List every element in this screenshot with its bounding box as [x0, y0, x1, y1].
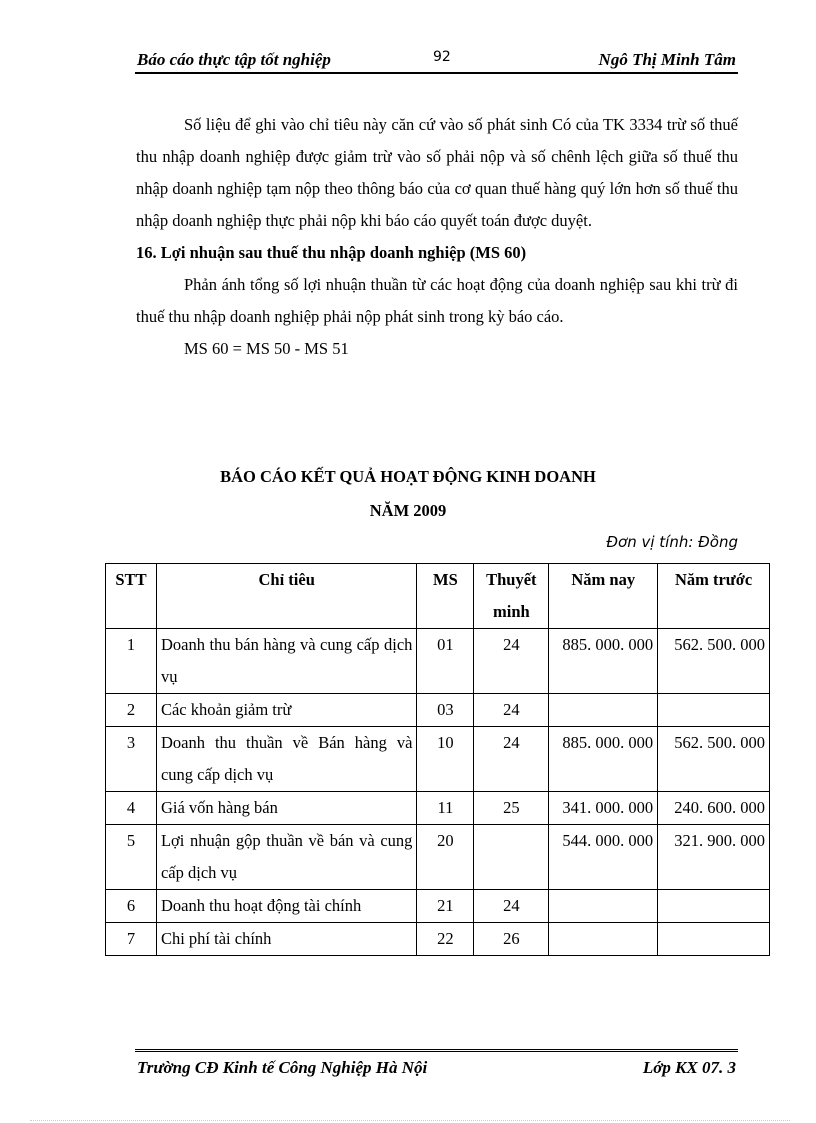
cell-stt: 6	[106, 890, 157, 923]
cell-nam-truoc: 562. 500. 000	[658, 727, 770, 792]
table-row	[106, 923, 770, 956]
cell-nam-nay	[549, 694, 658, 727]
cell-chi-tieu: Giá vốn hàng bán	[156, 792, 416, 825]
cell-ms: 22	[417, 923, 474, 956]
table-row	[106, 727, 770, 792]
cell-nam-truoc: 240. 600. 000	[658, 792, 770, 825]
col-header-stt: STT	[106, 564, 157, 629]
footer-school: Trường CĐ Kinh tế Công Nghiệp Hà Nội	[137, 1058, 428, 1077]
cell-ms: 03	[417, 694, 474, 727]
cell-nam-nay: 341. 000. 000	[549, 792, 658, 825]
cell-stt: 4	[106, 792, 157, 825]
cell-thuyet-minh: 25	[474, 792, 549, 825]
footer-class: Lớp KX 07. 3	[642, 1058, 736, 1077]
page-header	[135, 48, 738, 74]
header-report-title: Báo cáo thực tập tốt nghiệp	[137, 50, 331, 69]
cell-ms: 10	[417, 727, 474, 792]
section-heading-16: 16. Lợi nhuận sau thuế thu nhập doanh nghiệp (MS 60)	[136, 243, 527, 262]
currency-unit: Đơn vị tính: Đồng	[606, 533, 738, 551]
cell-nam-truoc: 562. 500. 000	[658, 629, 770, 694]
table-row	[106, 890, 770, 923]
paragraph-ms60-description: Phản ánh tổng số lợi nhuận thuần từ các hoạt động của doanh nghiệp sau khi trừ đi thuế thu nhập doanh nghiệp phải nộp phát sinh trong kỳ báo cáo.	[136, 275, 738, 326]
cell-nam-nay: 544. 000. 000	[549, 825, 658, 890]
cell-stt: 5	[106, 825, 157, 890]
col-header-ms: MS	[417, 564, 474, 629]
cell-stt: 7	[106, 923, 157, 956]
paragraph-ms51-source: Số liệu để ghi vào chỉ tiêu này căn cứ vào số phát sinh Có của TK 3334 trừ số thuế thu nhập doanh nghiệp được giảm trừ vào số phải nộp và số chênh lệch giữa số thuế thu nhập doanh nghiệp tạm nộp theo thông báo của cơ quan thuế hàng quý lớn hơn số thuế thu nhập doanh nghiệp thực phải nộp khi báo cáo quyết toán được duyệt.	[136, 115, 738, 230]
body-text	[136, 109, 738, 365]
cell-nam-truoc	[658, 923, 770, 956]
table-header-row	[106, 564, 770, 629]
cell-stt: 3	[106, 727, 157, 792]
col-header-nam-truoc: Năm trước	[658, 564, 770, 629]
report-year: NĂM 2009	[369, 501, 447, 520]
cell-chi-tieu: Doanh thu hoạt động tài chính	[156, 890, 416, 923]
cell-ms: 01	[417, 629, 474, 694]
cell-thuyet-minh: 24	[474, 694, 549, 727]
cell-thuyet-minh: 24	[474, 890, 549, 923]
cell-nam-nay	[549, 890, 658, 923]
cell-thuyet-minh: 24	[474, 629, 549, 694]
cell-nam-truoc	[658, 890, 770, 923]
cell-nam-nay: 885. 000. 000	[549, 629, 658, 694]
page-footer	[135, 1049, 738, 1077]
cell-ms: 21	[417, 890, 474, 923]
cell-nam-truoc	[658, 694, 770, 727]
table-row	[106, 825, 770, 890]
table-row	[106, 792, 770, 825]
cell-thuyet-minh: 26	[474, 923, 549, 956]
col-header-chi-tieu: Chỉ tiêu	[156, 564, 416, 629]
cell-ms: 20	[417, 825, 474, 890]
page-number: 92	[433, 49, 451, 65]
col-header-thuyet-minh: Thuyết minh	[474, 564, 549, 629]
cell-chi-tieu: Lợi nhuận gộp thuần về bán và cung cấp dịch vụ	[156, 825, 416, 890]
page-bottom-divider	[30, 1120, 790, 1121]
cell-stt: 1	[106, 629, 157, 694]
cell-nam-nay: 885. 000. 000	[549, 727, 658, 792]
report-title: BÁO CÁO KẾT QUẢ HOẠT ĐỘNG KINH DOANH	[220, 467, 596, 486]
cell-ms: 11	[417, 792, 474, 825]
cell-nam-nay	[549, 923, 658, 956]
cell-thuyet-minh	[474, 825, 549, 890]
cell-stt: 2	[106, 694, 157, 727]
income-statement-table	[105, 563, 770, 956]
cell-chi-tieu: Chi phí tài chính	[156, 923, 416, 956]
header-author: Ngô Thị Minh Tâm	[598, 50, 736, 69]
formula-ms60: MS 60 = MS 50 - MS 51	[184, 339, 349, 358]
cell-nam-truoc: 321. 900. 000	[658, 825, 770, 890]
table-row	[106, 694, 770, 727]
cell-chi-tieu: Các khoản giảm trừ	[156, 694, 416, 727]
cell-thuyet-minh: 24	[474, 727, 549, 792]
table-row	[106, 629, 770, 694]
cell-chi-tieu: Doanh thu bán hàng và cung cấp dịch vụ	[156, 629, 416, 694]
col-header-nam-nay: Năm nay	[549, 564, 658, 629]
cell-chi-tieu: Doanh thu thuần về Bán hàng và cung cấp dịch vụ	[156, 727, 416, 792]
